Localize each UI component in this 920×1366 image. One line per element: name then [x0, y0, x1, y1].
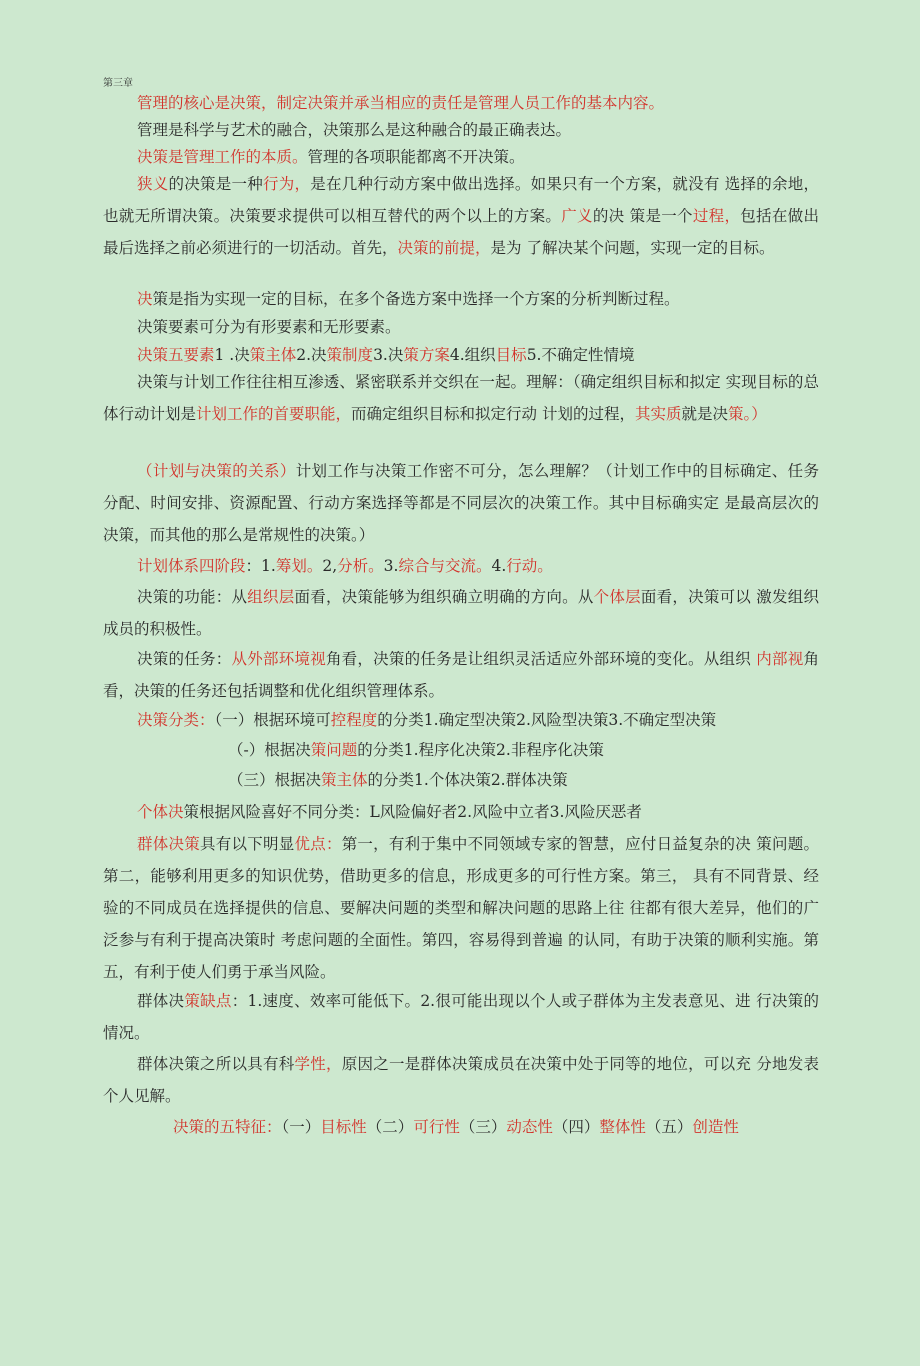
paragraph-group-decision-advantages: 群体决策具有以下明显优点：第一，有利于集中不同领域专家的智慧，应付日益复杂的决 策问题。第二，能够利用更多的知识优势，借助更多的信息，形成更多的可行性方案。第三， 具有不同背景、经验的不同成员在选择提供的信息、要解决问题的类型和解决问题的思路上往 往都有很大差异，他们的广泛参与有利于提高决策时 考虑问题的全面性。第四，容易得到普遍 的认同，有助于决策的顺利实施。第五，有利于使人们勇于承当风险。	[103, 835, 819, 981]
paragraph-decision-classification: 决策分类：（一）根据环境可控程度的分类1.确定型决策2.风险型决策3.不确定型决策	[137, 711, 717, 729]
paragraph-decision-planning: 决策与计划工作往往相互渗透、紧密联系并交织在一起。理解：（确定组织目标和拟定 实现目标的总体行动计划是计划工作的首要职能，而确定组织目标和拟定行动 计划的过程，其实质就是决策。）	[103, 373, 819, 423]
paragraph-decision-function: 决策的功能：从组织层面看，决策能够为组织确立明确的方向。从个体层面看，决策可以 激发组织成员的积极性。	[103, 588, 819, 638]
paragraph-five-characteristics: 决策的五特征：（一）目标性（二）可行性（三）动态性（四）整体性（五）创造性	[173, 1118, 739, 1136]
paragraph-decision-essence: 决策是管理工作的本质。管理的各项职能都离不开决策。	[137, 148, 525, 166]
paragraph-classification-by-problem: （-）根据决策问题的分类1.程序化决策2.非程序化决策	[228, 741, 604, 759]
paragraph-decision-task: 决策的任务：从外部环境视角看，决策的任务是让组织灵活适应外部环境的变化。从组织 内部视角看，决策的任务还包括调整和优化组织管理体系。	[103, 650, 819, 700]
paragraph-management-core: 管理的核心是决策，制定决策并承当相应的责任是管理人员工作的基本内容。	[137, 94, 665, 112]
chapter-label: 第三章	[103, 78, 133, 89]
paragraph-individual-decision: 个体决策根据风险喜好不同分类：L风险偏好者2.风险中立者3.风险厌恶者	[137, 803, 642, 821]
paragraph-science-art: 管理是科学与艺术的融合，决策那么是这种融合的最正确表达。	[137, 121, 572, 139]
paragraph-group-decision-disadvantages: 群体决策缺点：1.速度、效率可能低下。2.很可能出现以个人或子群体为主发表意见、进 行决策的情况。	[103, 992, 819, 1042]
paragraph-four-stages: 计划体系四阶段：1.筹划。2,分析。3.综合与交流。4.行动。	[137, 557, 553, 575]
paragraph-narrow-broad-decision: 狭义的决策是一种行为，是在几种行动方案中做出选择。如果只有一个方案，就没有 选择的余地，也就无所谓决策。决策要求提供可以相互替代的两个以上的方案。广义的决 策是一个过程，包括在做出最后选择之前必须进行的一切活动。首先，决策的前提，是为 了解决某个问题，实现一定的目标。	[103, 175, 819, 257]
paragraph-decision-elements: 决策要素可分为有形要素和无形要素。	[137, 318, 401, 336]
paragraph-decision-definition: 决策是指为实现一定的目标，在多个备选方案中选择一个方案的分析判断过程。	[137, 290, 680, 308]
paragraph-classification-by-subject: （三）根据决策主体的分类1.个体决策2.群体决策	[228, 771, 568, 789]
paragraph-group-decision-scientific: 群体决策之所以具有科学性，原因之一是群体决策成员在决策中处于同等的地位，可以充 分地发表个人见解。	[103, 1055, 819, 1105]
paragraph-plan-decision-relation: （计划与决策的关系）计划工作与决策工作密不可分，怎么理解？（计划工作中的目标确定、任务分配、时间安排、资源配置、行动方案选择等都是不同层次的决策工作。其中目标确实定 是最高层次的决策，而其他的那么是常规性的决策。）	[103, 462, 819, 544]
paragraph-five-elements: 决策五要素1 .决策主体2.决策制度3.决策方案4.组织目标5.不确定性情境	[137, 346, 635, 364]
